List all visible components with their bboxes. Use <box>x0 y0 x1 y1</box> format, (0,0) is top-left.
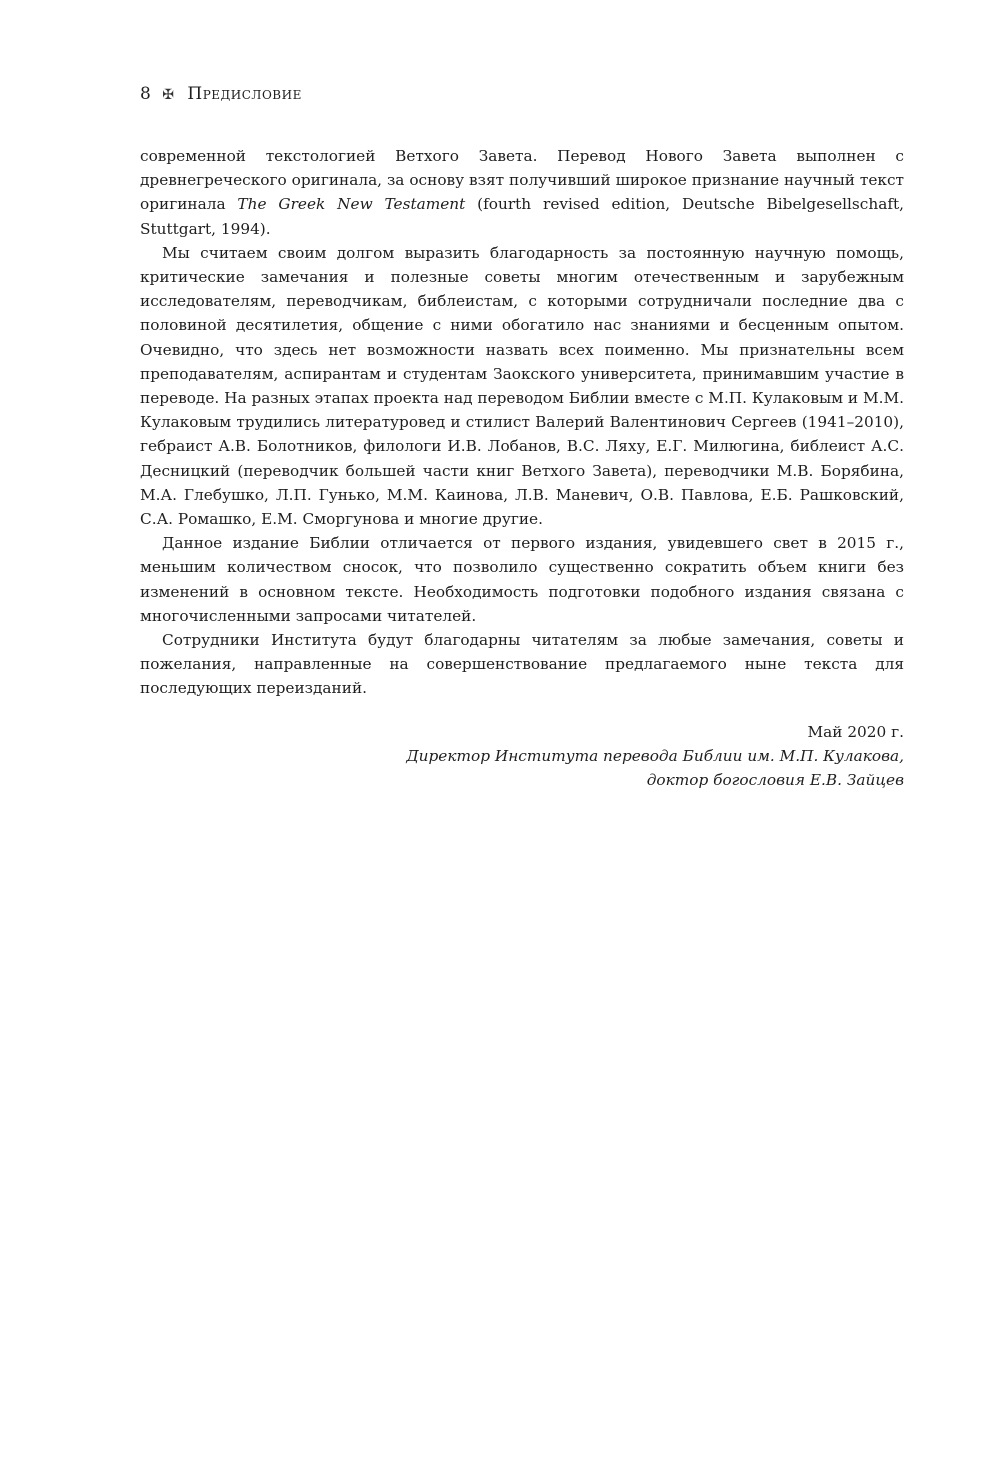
book-title-italic: The Greek New Testament <box>237 195 466 214</box>
cross-ornament-icon: ✠ <box>162 87 174 103</box>
signature-date: Май 2020 г. <box>807 723 904 741</box>
signature-position: Директор Института перевода Библии им. М.П. Кулакова, <box>406 747 904 766</box>
paragraph-2: Мы считаем своим долгом выразить благодарность за постоянную научную помощь, критические замечания и полезные советы многим отечественным и зарубежным исследователям, переводчикам, библеистам, с которыми сотрудничали последние два с половиной десятилетия, общение с ними обогатило нас знаниями и бесценным опытом. Очевидно, что здесь нет возможности назвать всех поименно. Мы признательны всем преподавателям, аспирантам и студентам Заокского университета, принимавшим участие в переводе. На разных этапах проекта над переводом Библии вместе с М.П. Кулаковым и М.М. Кулаковым трудились литературовед и стилист Валерий Валентинович Сергеев (1941–2010), гебраист А.В. Болотников, филологи И.В. Лобанов, В.С. Ляху, Е.Г. Милюгина, библеист А.С. Десницкий (переводчик большей части книг Ветхого Завета), переводчики М.В. Борябина, М.А. Глебушко, Л.П. Гунько, М.М. Каинова, Л.В. Маневич, О.В. Павлова, Е.Б. Рашковский, С.А. Ромашко, Е.М. Сморгунова и многие другие. <box>140 243 904 529</box>
signature-name: доктор богословия Е.В. Зайцев <box>646 771 904 790</box>
body-text <box>140 144 904 701</box>
running-head <box>140 82 302 107</box>
section-title: Предисловие <box>187 84 302 104</box>
paragraph-1-text-before: современной текстологией Ветхого Завета. Перевод Нового Завета выполнен с древнегреческого оригинала, за основу взят получивший широкое признание научный текст оригинала <box>140 147 904 214</box>
paragraph-1 <box>140 144 904 241</box>
paragraph-1-text-after: (fourth revised edition, Deutsche Bibelgesellschaft, Stuttgart, 1994). <box>140 195 904 238</box>
signature-block <box>340 720 904 793</box>
paragraph-3: Данное издание Библии отличается от первого издания, увидевшего свет в 2015 г., меньшим количеством сносок, что позволило существенно сократить объем книги без изменений в основном тексте. Необходимость подготовки подобного издания связана с многочисленными запросами читателей. <box>140 534 904 625</box>
paragraph-4: Сотрудники Института будут благодарны читателям за любые замечания, советы и пожелания, направленные на совершенствование предлагаемого ныне текста для последующих переизданий. <box>140 631 904 698</box>
page-number: 8 <box>140 84 151 104</box>
